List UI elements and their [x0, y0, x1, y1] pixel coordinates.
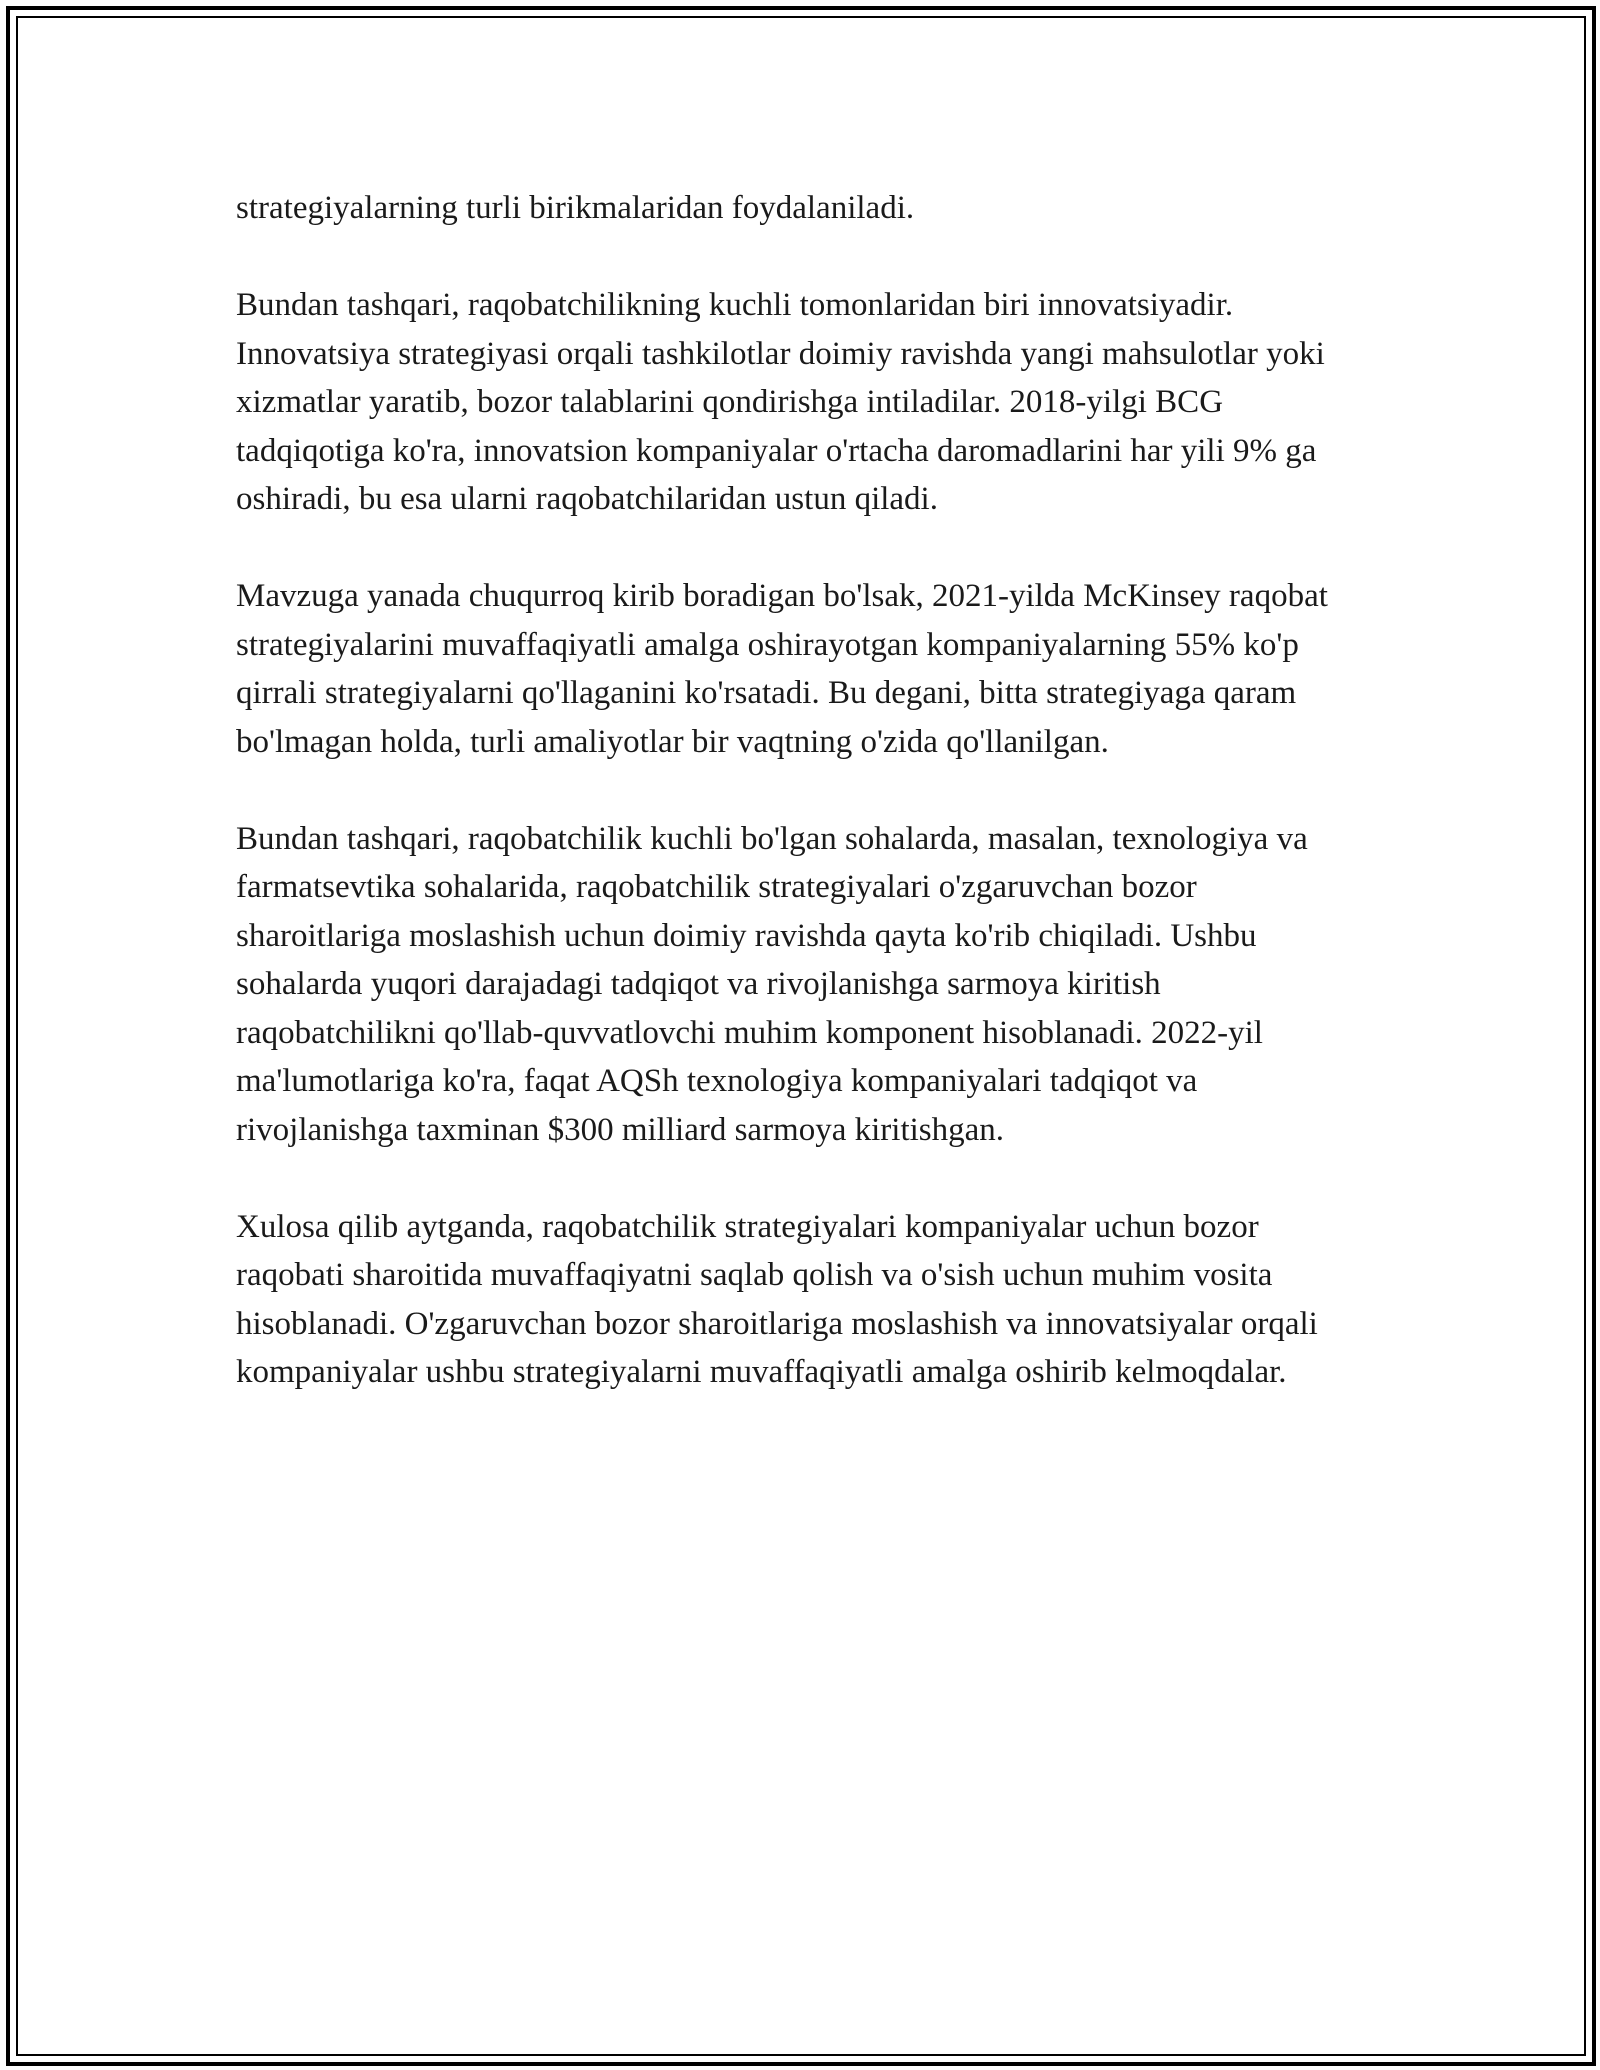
paragraph-4: Bundan tashqari, raqobatchilik kuchli bo'lgan sohalarda, masalan, texnologiya va farmatsevtika sohalarida, raqobatchilik strategiyalari o'zgaruvchan bozor sharoitlariga moslashish uchun doimiy ravishda qayta ko'rib chiqiladi. Ushbu sohalarda yuqori darajadagi tadqiqot va rivojlanishga sarmoya kiritish raqobatchilikni qo'llab-quvvatlovchi muhim komponent hisoblanadi. 2022-yil ma'lumotlariga ko'ra, faqat AQSh texnologiya kompaniyalari tadqiqot va rivojlanishga taxminan $300 milliard sarmoya kiritishgan. [236, 820, 1308, 1148]
paragraph-5: Xulosa qilib aytganda, raqobatchilik strategiyalari kompaniyalar uchun bozor raqobati sharoitida muvaffaqiyatni saqlab qolish va o'sish uchun muhim vosita hisoblanadi. O'zgaruvchan bozor sharoitlariga moslashish va innovatsiyalar orqali kompaniyalar ushbu strategiyalarni muvaffaqiyatli amalga oshirib kelmoqdalar. [236, 1208, 1318, 1390]
paragraph-2: Bundan tashqari, raqobatchilikning kuchli tomonlaridan biri innovatsiyadir. Innovatsiya strategiyasi orqali tashkilotlar doimiy ravishda yangi mahsulotlar yoki xizmatlar yaratib, bozor talablarini qondirishga intiladilar. 2018-yilgi BCG tadqiqotiga ko'ra, innovatsion kompaniyalar o'rtacha daromadlarini har yili 9% ga oshiradi, bu esa ularni raqobatchilaridan ustun qiladi. [236, 287, 1325, 517]
paragraph-1: strategiyalarning turli birikmalaridan foydalaniladi. [236, 190, 915, 226]
document-body [236, 184, 1366, 1445]
paragraph-3: Mavzuga yanada chuqurroq kirib boradigan bo'lsak, 2021-yilda McKinsey raqobat strategiyalarini muvaffaqiyatli amalga oshirayotgan kompaniyalarning 55% ko'p qirrali strategiyalarni qo'llaganini ko'rsatadi. Bu degani, bitta strategiyaga qaram bo'lmagan holda, turli amaliyotlar bir vaqtning o'zida qo'llanilgan. [236, 578, 1328, 760]
